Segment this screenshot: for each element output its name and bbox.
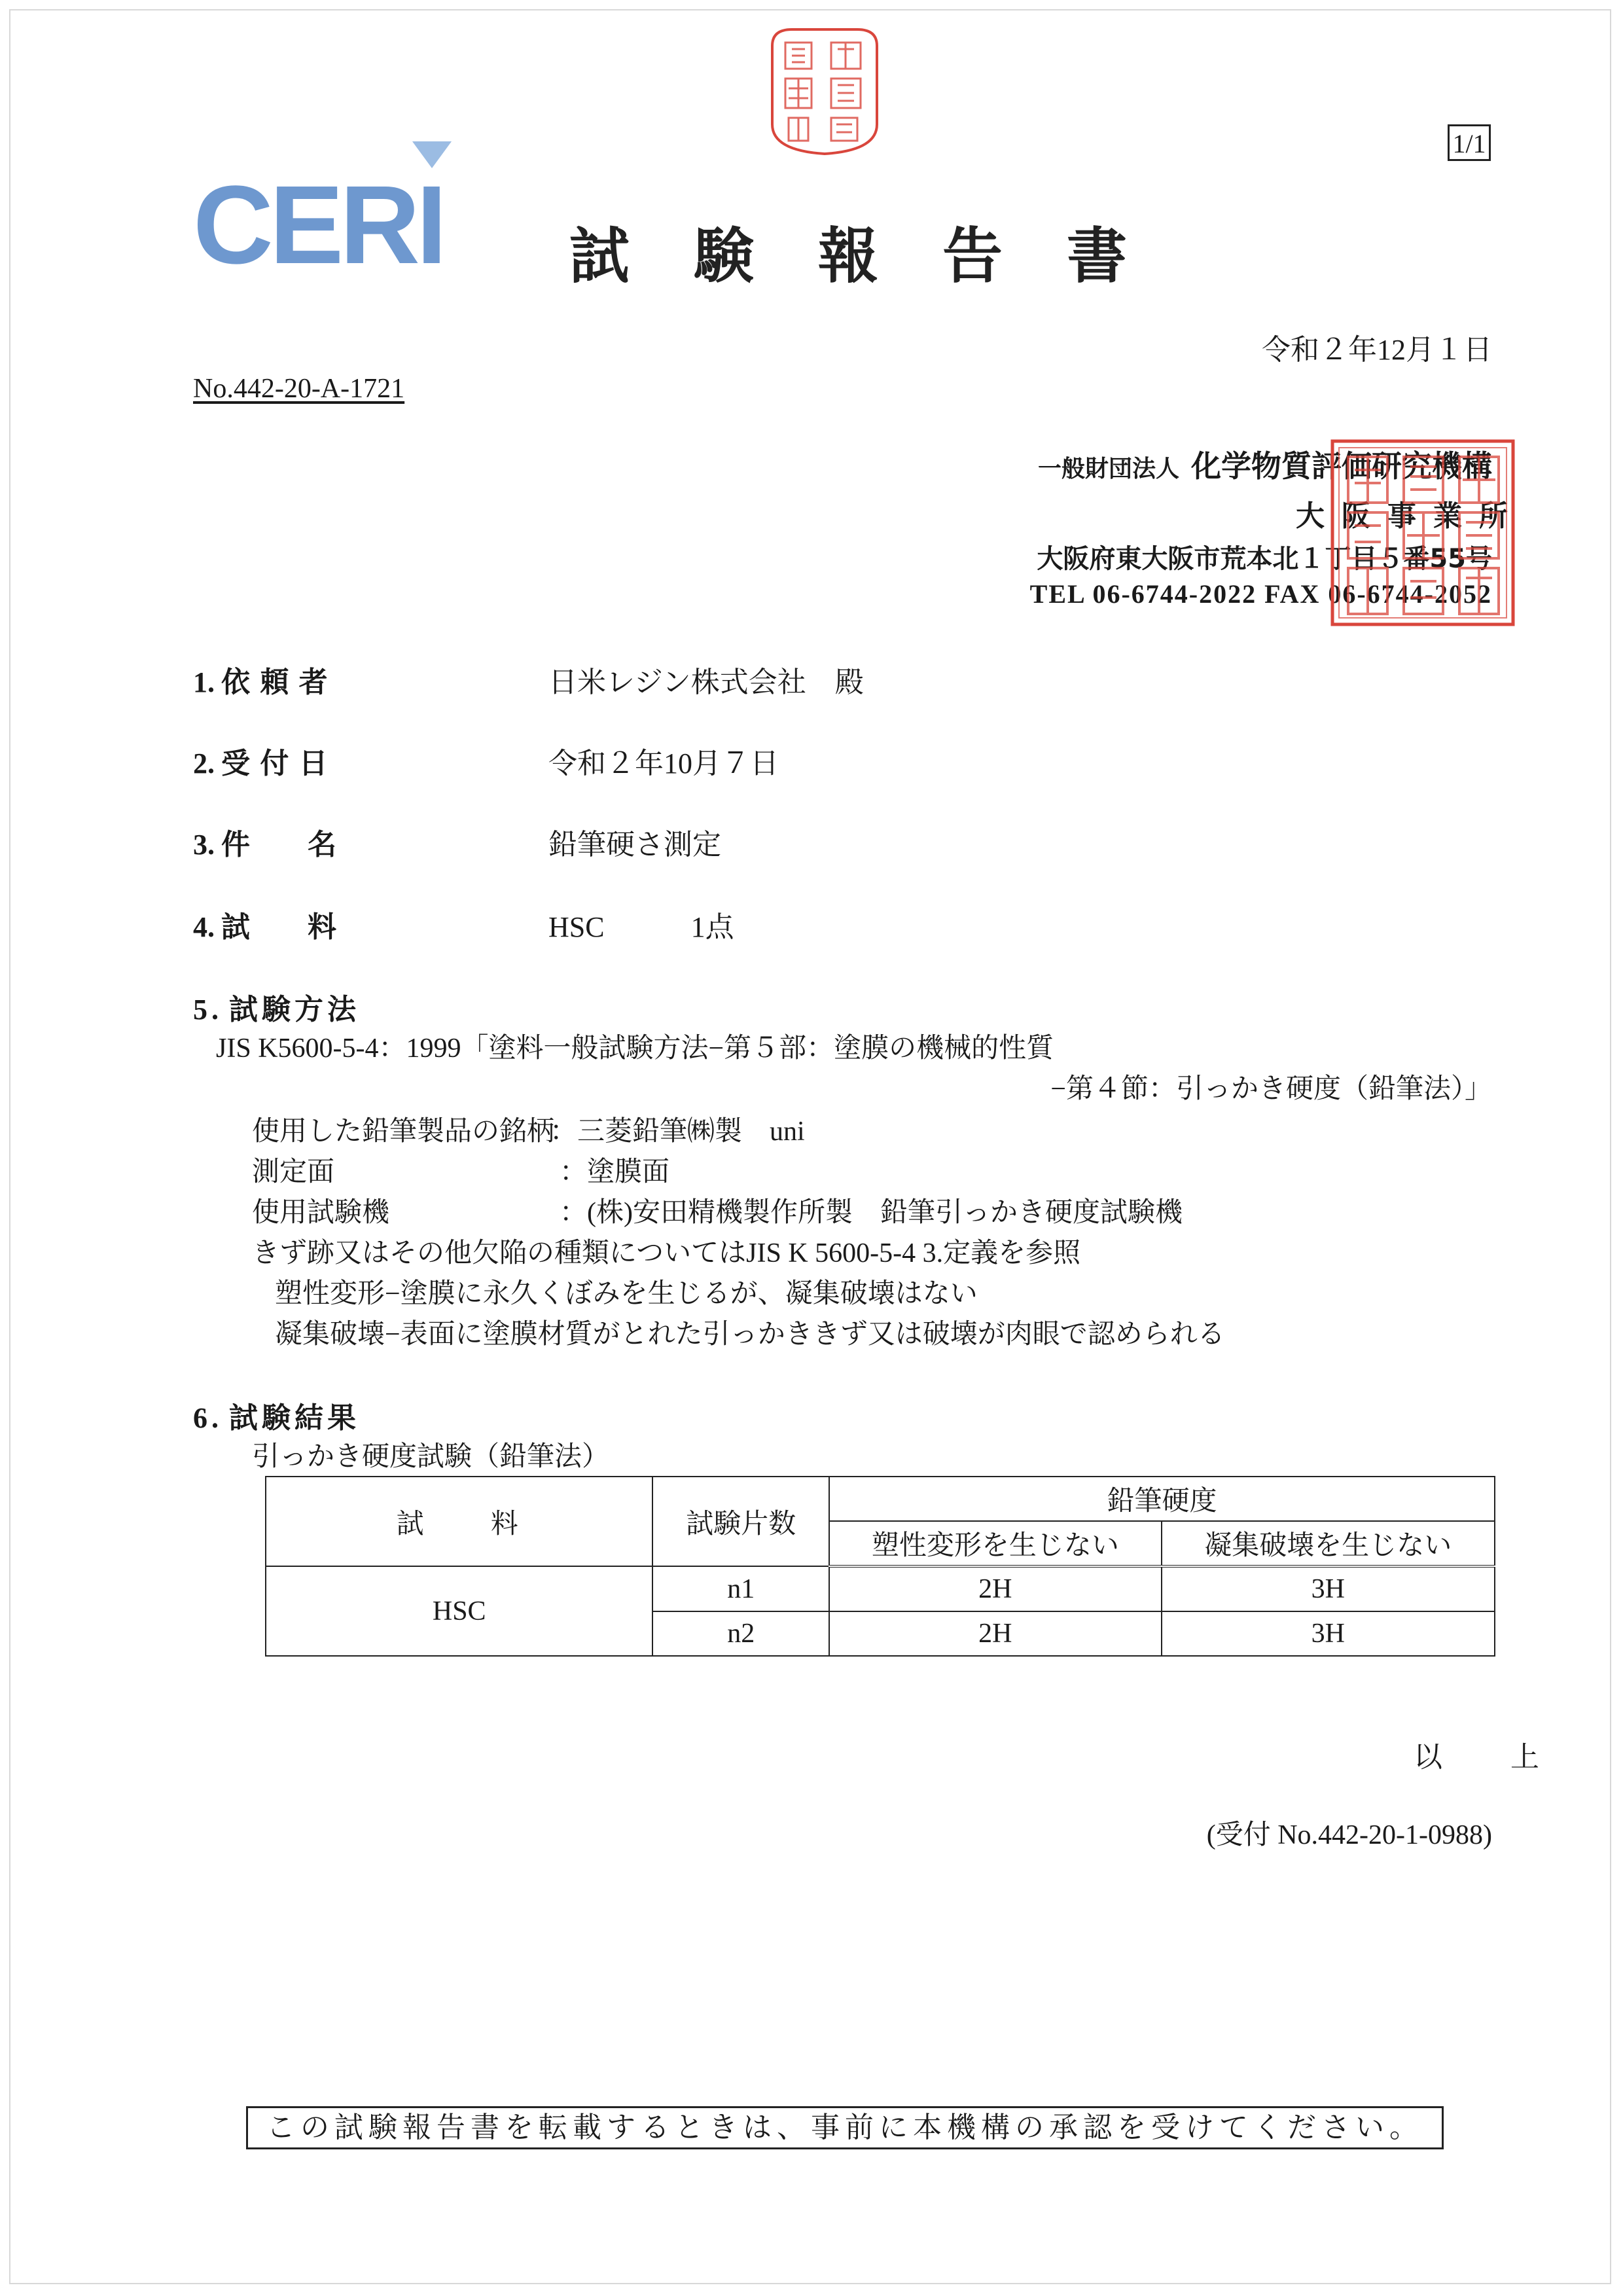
reproduction-notice: この試験報告書を転載するときは、事前に本機構の承認を受けてください。 xyxy=(246,2106,1444,2149)
result-sample: HSC xyxy=(266,1566,652,1656)
organization-seal-stamp xyxy=(1329,437,1517,628)
issuer-address: 大阪府東大阪市荒本北１丁目５番55号 xyxy=(1037,544,1492,574)
surface-label: 測定面 xyxy=(252,1157,335,1187)
header-hardness: 鉛筆硬度 xyxy=(829,1477,1495,1521)
result-plastic: 2H xyxy=(829,1611,1161,1656)
method-standard-line2: −第４節：引っかき硬度（鉛筆法）」 xyxy=(1050,1074,1492,1104)
issue-date: 令和２年12月１日 xyxy=(1262,334,1492,366)
sample: HSC 1点 xyxy=(548,911,734,943)
ceri-logo xyxy=(193,139,455,283)
issuer-org: 化学物質評価研究機構 xyxy=(1191,448,1492,484)
table-row xyxy=(266,1566,1495,1611)
pencil-brand-label: 使用した鉛筆製品の銘柄 xyxy=(252,1117,555,1147)
result-cohesive: 3H xyxy=(1162,1566,1495,1611)
results-subtitle: 引っかき硬度試験（鉛筆法） xyxy=(252,1442,610,1472)
pencil-brand-value: ：三菱鉛筆㈱製 uni xyxy=(550,1117,805,1147)
end-mark: 以 上 xyxy=(1414,1741,1559,1773)
page-number-badge: 1/1 xyxy=(1448,124,1491,161)
header-count: 試験片数 xyxy=(652,1477,829,1566)
client-name: 日米レジン株式会社 殿 xyxy=(548,666,864,698)
item-3-label: 3. 件 名 xyxy=(193,828,336,861)
document-number: No.442-20-A-1721 xyxy=(193,374,405,404)
results-table xyxy=(265,1476,1495,1657)
result-n: n1 xyxy=(652,1566,829,1611)
machine-label: 使用試験機 xyxy=(252,1198,390,1228)
item-1-label: 1. 依 頼 者 xyxy=(193,666,328,699)
results-heading: 6. 試験結果 xyxy=(193,1401,360,1435)
issuer-prefix: 一般財団法人 xyxy=(1037,456,1179,482)
result-n: n2 xyxy=(652,1611,829,1656)
result-cohesive: 3H xyxy=(1162,1611,1495,1656)
header-sample: 試 料 xyxy=(266,1477,652,1566)
red-seal-stamp xyxy=(766,26,883,157)
result-plastic: 2H xyxy=(829,1566,1161,1611)
method-heading: 5. 試験方法 xyxy=(193,993,360,1026)
table-header-row xyxy=(266,1477,1495,1521)
item-4-label: 4. 試 料 xyxy=(193,910,336,944)
svg-text:CERI: CERI xyxy=(193,163,444,283)
issuer-tel-fax: TEL 06-6744-2022 FAX 06-6744-2052 xyxy=(1029,579,1492,609)
issuer-office: 大阪事業所 xyxy=(1296,499,1525,533)
defect-intro: きず跡又はその他欠陥の種類についてはJIS K 5600-5-4 3.定義を参照 xyxy=(252,1238,1081,1268)
defect-plastic: 塑性変形−塗膜に永久くぼみを生じるが、凝集破壊はない xyxy=(275,1279,978,1309)
reception-number: (受付 No.442-20-1-0988) xyxy=(1206,1820,1492,1850)
method-standard-line1: JIS K5600-5-4：1999「塗料一般試験方法−第５部：塗膜の機械的性質 xyxy=(216,1033,1054,1064)
document-title: 試験報告書 xyxy=(569,221,1192,291)
surface-value: ：塗膜面 xyxy=(560,1157,670,1187)
defect-cohesive: 凝集破壊−表面に塗膜材質がとれた引っかききず又は破壊が肉眼で認められる xyxy=(275,1319,1225,1350)
item-2-label: 2. 受 付 日 xyxy=(193,747,328,780)
subject: 鉛筆硬さ測定 xyxy=(548,829,721,861)
machine-value: ：(株)安田精機製作所製 鉛筆引っかき硬度試験機 xyxy=(560,1198,1183,1228)
header-plastic: 塑性変形を生じない xyxy=(829,1521,1161,1566)
header-cohesive: 凝集破壊を生じない xyxy=(1162,1521,1495,1566)
reception-date: 令和２年10月７日 xyxy=(548,747,779,780)
